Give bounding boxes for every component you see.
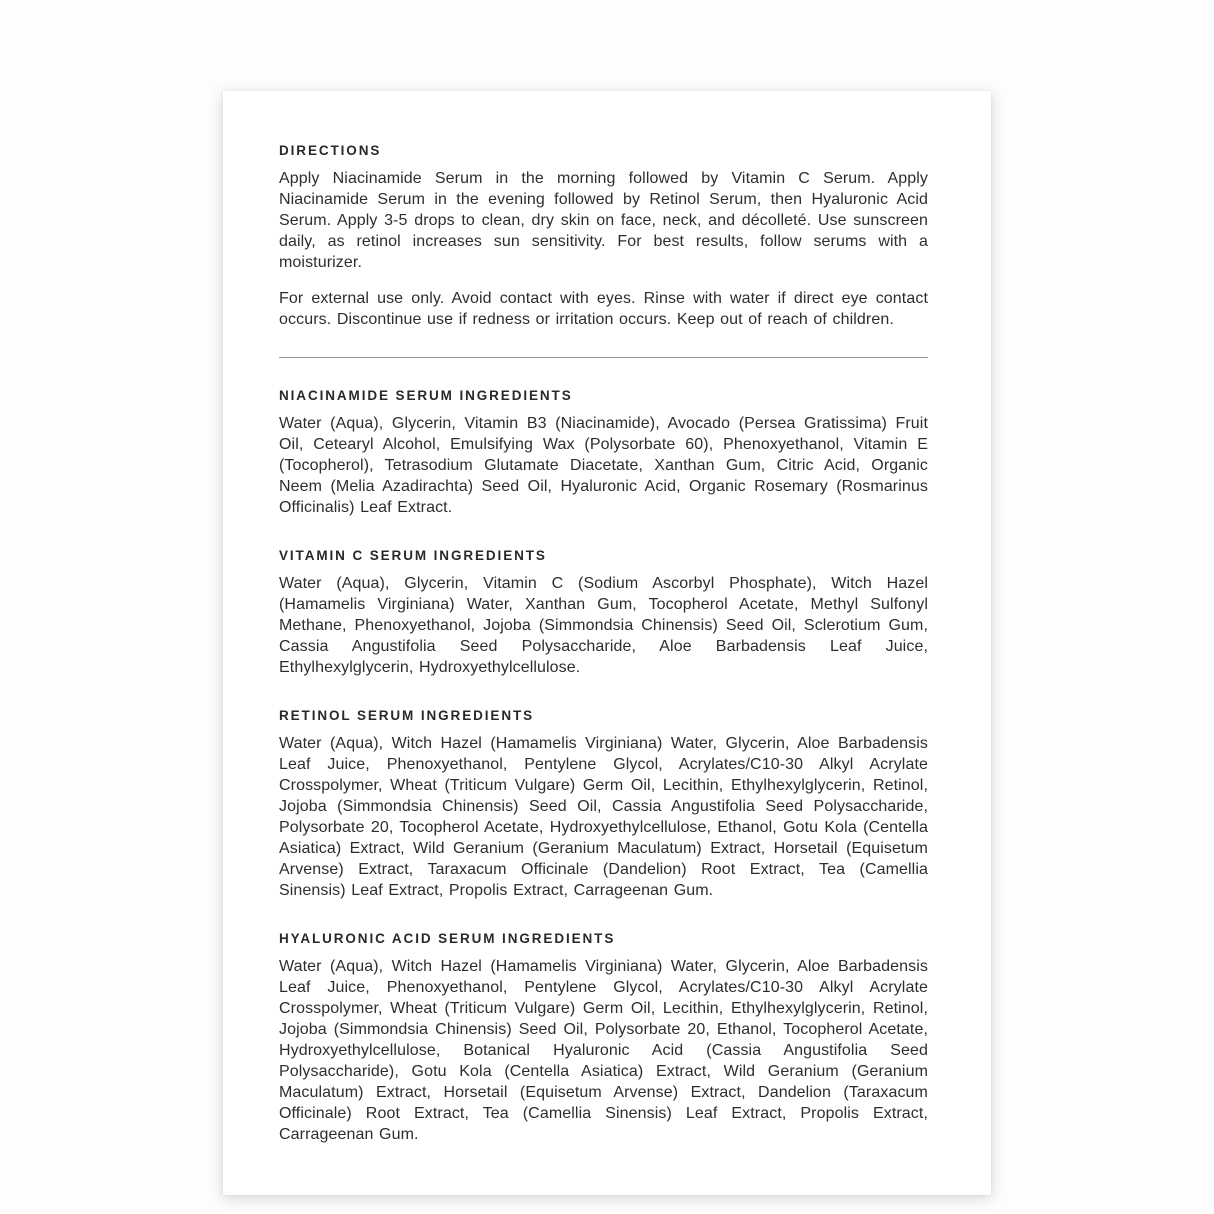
directions-heading: DIRECTIONS [279,143,382,158]
niacinamide-ingredients-section [279,388,928,518]
product-label-card [223,91,991,1195]
hyaluronic-acid-ingredients-heading: HYALURONIC ACID SERUM INGREDIENTS [279,931,616,946]
retinol-ingredients-section [279,708,928,901]
hyaluronic-acid-ingredients-section [279,931,928,1145]
retinol-ingredients-heading: RETINOL SERUM INGREDIENTS [279,708,535,723]
retinol-ingredients-body: Water (Aqua), Witch Hazel (Hamamelis Virginiana) Water, Glycerin, Aloe Barbadensis Leaf Juice, Phenoxyethanol, Pentylene Glycol, Acrylates/C10-30 Alkyl Acrylate Crosspolymer, Wheat (Triticum Vulgare) Germ Oil, Lecithin, Ethylhexylglycerin, Retinol, Jojoba (Simmondsia Chinensis) Seed Oil, Cassia Angustifolia Seed Polysaccharide, Polysorbate 20, Tocopherol Acetate, Hydroxyethylcellulose, Ethanol, Gotu Kola (Centella Asiatica) Extract, Wild Geranium (Geranium Maculatum) Extract, Horsetail (Equisetum Arvense) Extract, Taraxacum Officinale (Dandelion) Root Extract, Tea (Camellia Sinensis) Leaf Extract, Propolis Extract, Carrageenan Gum. [279,735,928,899]
vitamin-c-ingredients-heading: VITAMIN C SERUM INGREDIENTS [279,548,547,563]
vitamin-c-ingredients-section [279,548,928,678]
section-divider [279,357,928,358]
warning-paragraph: For external use only. Avoid contact with eyes. Rinse with water if direct eye contact occurs. Discontinue use if redness or irritation occurs. Keep out of reach of children. [279,290,928,328]
niacinamide-ingredients-body: Water (Aqua), Glycerin, Vitamin B3 (Niacinamide), Avocado (Persea Gratissima) Fruit Oil, Cetearyl Alcohol, Emulsifying Wax (Polysorbate 60), Phenoxyethanol, Vitamin E (Tocopherol), Tetrasodium Glutamate Diacetate, Xanthan Gum, Citric Acid, Organic Neem (Melia Azadirachta) Seed Oil, Hyaluronic Acid, Organic Rosemary (Rosmarinus Officinalis) Leaf Extract. [279,415,928,516]
hyaluronic-acid-ingredients-body: Water (Aqua), Witch Hazel (Hamamelis Virginiana) Water, Glycerin, Aloe Barbadensis Leaf Juice, Phenoxyethanol, Pentylene Glycol, Acrylates/C10-30 Alkyl Acrylate Crosspolymer, Wheat (Triticum Vulgare) Germ Oil, Lecithin, Ethylhexylglycerin, Retinol, Jojoba (Simmondsia Chinensis) Seed Oil, Polysorbate 20, Ethanol, Tocopherol Acetate, Hydroxyethylcellulose, Botanical Hyaluronic Acid (Cassia Angustifolia Seed Polysaccharide), Gotu Kola (Centella Asiatica) Extract, Wild Geranium (Geranium Maculatum) Extract, Horsetail (Equisetum Arvense) Extract, Dandelion (Taraxacum Officinale) Root Extract, Tea (Camellia Sinensis) Leaf Extract, Propolis Extract, Carrageenan Gum. [279,958,928,1143]
vitamin-c-ingredients-body: Water (Aqua), Glycerin, Vitamin C (Sodium Ascorbyl Phosphate), Witch Hazel (Hamamelis Virginiana) Water, Xanthan Gum, Tocopherol Acetate, Methyl Sulfonyl Methane, Phenoxyethanol, Jojoba (Simmondsia Chinensis) Seed Oil, Sclerotium Gum, Cassia Angustifolia Seed Polysaccharide, Aloe Barbadensis Leaf Juice, Ethylhexylglycerin, Hydroxyethylcellulose. [279,575,928,676]
directions-section [279,143,928,330]
niacinamide-ingredients-heading: NIACINAMIDE SERUM INGREDIENTS [279,388,573,403]
directions-paragraph: Apply Niacinamide Serum in the morning followed by Vitamin C Serum. Apply Niacinamide Serum in the evening followed by Retinol Serum, then Hyaluronic Acid Serum. Apply 3-5 drops to clean, dry skin on face, neck, and décolleté. Use sunscreen daily, as retinol increases sun sensitivity. For best results, follow serums with a moisturizer. [279,170,928,271]
